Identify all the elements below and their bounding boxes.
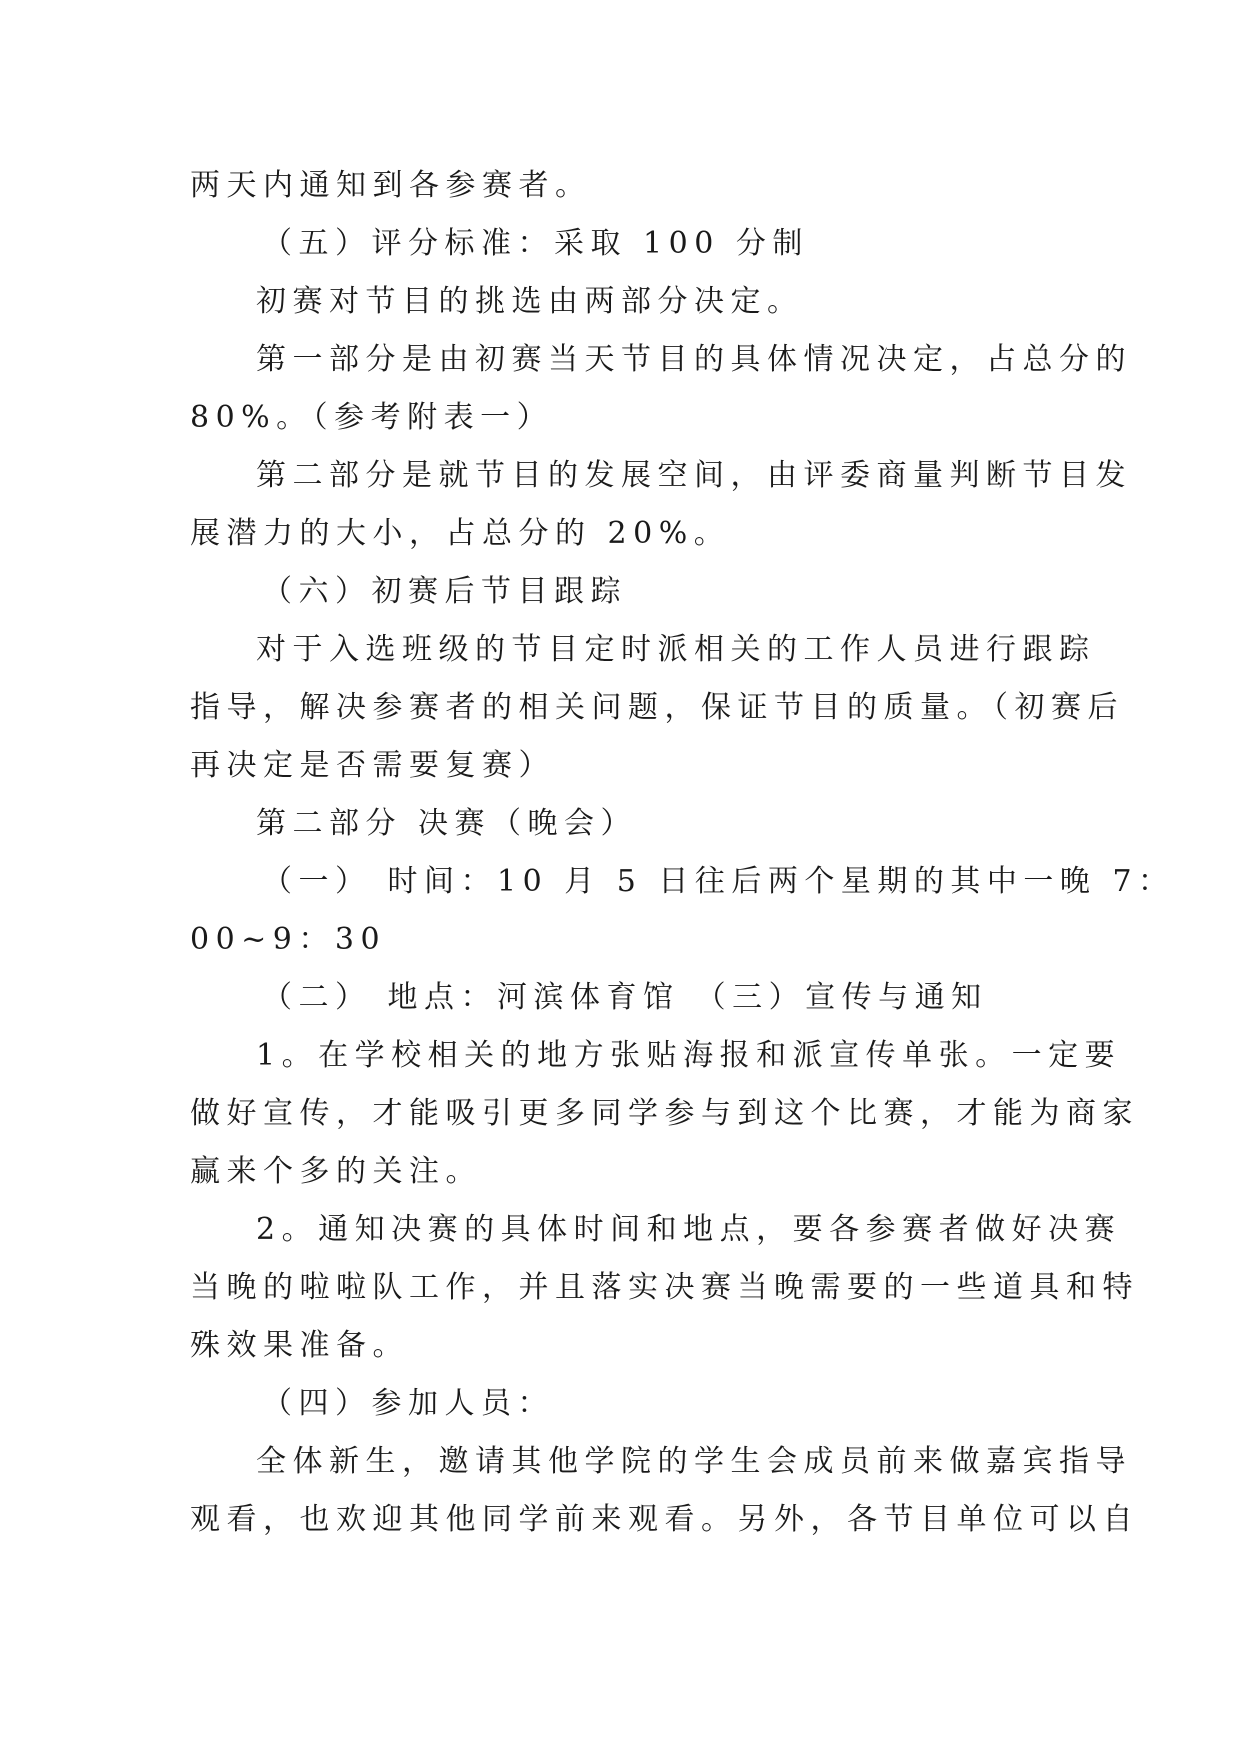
text-line: 做好宣传，才能吸引更多同学参与到这个比赛，才能为商家 bbox=[190, 1096, 1139, 1131]
text-line: 初赛对节目的挑选由两部分决定。 bbox=[256, 284, 804, 319]
section-heading: （五）评分标准：采取 100 分制 bbox=[262, 226, 809, 261]
section-heading: 第二部分 决赛（晚会） bbox=[256, 806, 638, 841]
text-line: （二） 地点：河滨体育馆 （三）宣传与通知 bbox=[262, 980, 988, 1015]
text-line: 80%。（参考附表一） bbox=[190, 400, 554, 435]
text-line: 当晚的啦啦队工作，并且落实决赛当晚需要的一些道具和特 bbox=[190, 1270, 1139, 1305]
text-line: 全体新生，邀请其他学院的学生会成员前来做嘉宾指导 bbox=[256, 1444, 1132, 1479]
text-line: 1。在学校相关的地方张贴海报和派宣传单张。一定要 bbox=[256, 1038, 1122, 1073]
text-line: 展潜力的大小，占总分的 20%。 bbox=[190, 516, 731, 551]
text-line: 00~9：30 bbox=[190, 922, 387, 957]
text-line: 指导，解决参赛者的相关问题，保证节目的质量。（初赛后 bbox=[190, 690, 1124, 725]
text-line: 第二部分是就节目的发展空间，由评委商量判断节目发 bbox=[256, 458, 1132, 493]
section-heading: （六）初赛后节目跟踪 bbox=[262, 574, 627, 609]
text-line: 观看，也欢迎其他同学前来观看。另外，各节目单位可以自 bbox=[190, 1502, 1139, 1537]
section-heading: （四）参加人员： bbox=[262, 1386, 554, 1421]
text-line: 第一部分是由初赛当天节目的具体情况决定，占总分的 bbox=[256, 342, 1132, 377]
text-line: 对于入选班级的节目定时派相关的工作人员进行跟踪 bbox=[256, 632, 1096, 667]
text-line: （一） 时间：10 月 5 日往后两个星期的其中一晚 7： bbox=[262, 864, 1175, 899]
text-line: 再决定是否需要复赛） bbox=[190, 748, 555, 783]
text-line: 2。通知决赛的具体时间和地点，要各参赛者做好决赛 bbox=[256, 1212, 1122, 1247]
text-line: 赢来个多的关注。 bbox=[190, 1154, 482, 1189]
text-line: 两天内通知到各参赛者。 bbox=[190, 168, 592, 203]
text-line: 殊效果准备。 bbox=[190, 1328, 409, 1363]
